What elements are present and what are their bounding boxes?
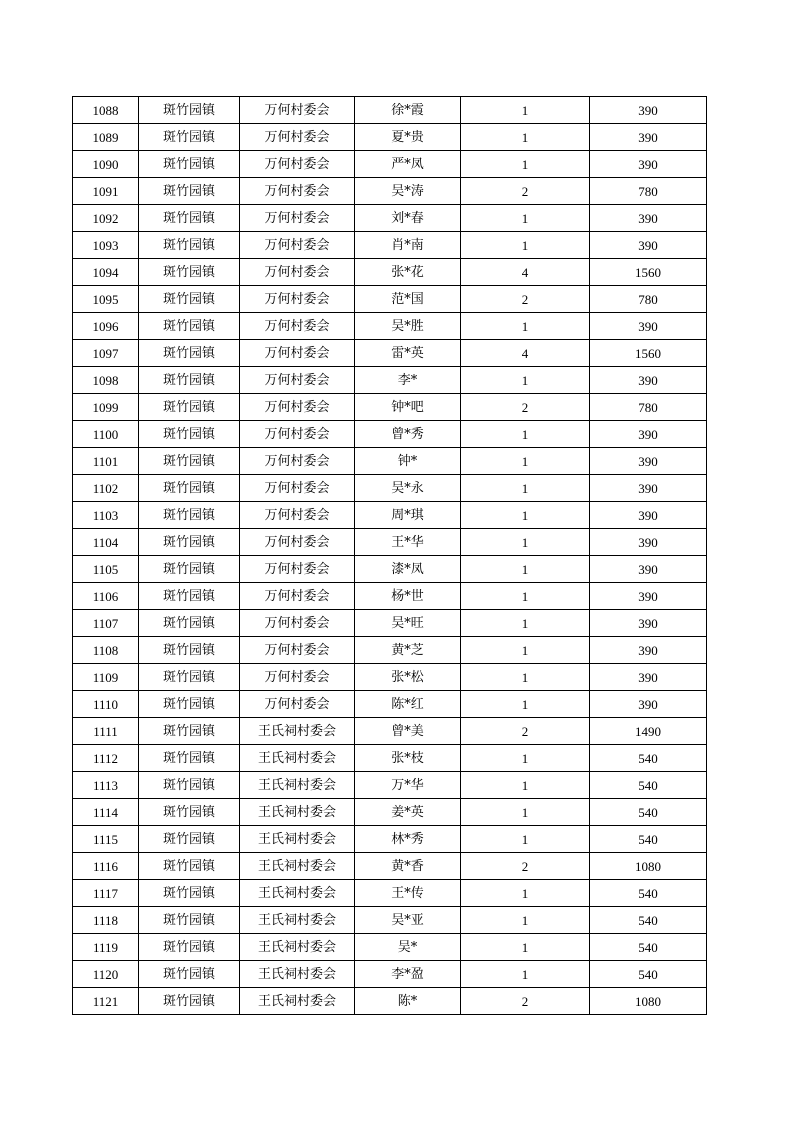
town-cell: 斑竹园镇 xyxy=(139,907,240,934)
amount-cell: 390 xyxy=(590,691,707,718)
name-cell: 张*松 xyxy=(355,664,461,691)
serial-number-cell: 1102 xyxy=(73,475,139,502)
table-row xyxy=(73,313,707,340)
village-cell: 万何村委会 xyxy=(240,205,355,232)
name-cell: 徐*霞 xyxy=(355,97,461,124)
amount-cell: 390 xyxy=(590,583,707,610)
count-cell: 1 xyxy=(461,637,590,664)
village-cell: 王氏祠村委会 xyxy=(240,988,355,1015)
name-cell: 吴*旺 xyxy=(355,610,461,637)
town-cell: 斑竹园镇 xyxy=(139,502,240,529)
amount-cell: 540 xyxy=(590,934,707,961)
village-cell: 万何村委会 xyxy=(240,259,355,286)
village-cell: 王氏祠村委会 xyxy=(240,934,355,961)
table-body xyxy=(73,97,707,1015)
name-cell: 李*盈 xyxy=(355,961,461,988)
count-cell: 1 xyxy=(461,934,590,961)
table-row xyxy=(73,691,707,718)
amount-cell: 390 xyxy=(590,421,707,448)
serial-number-cell: 1101 xyxy=(73,448,139,475)
count-cell: 1 xyxy=(461,772,590,799)
village-cell: 万何村委会 xyxy=(240,367,355,394)
name-cell: 吴*亚 xyxy=(355,907,461,934)
name-cell: 周*琪 xyxy=(355,502,461,529)
serial-number-cell: 1094 xyxy=(73,259,139,286)
amount-cell: 390 xyxy=(590,610,707,637)
village-cell: 万何村委会 xyxy=(240,421,355,448)
name-cell: 曾*秀 xyxy=(355,421,461,448)
serial-number-cell: 1119 xyxy=(73,934,139,961)
count-cell: 1 xyxy=(461,907,590,934)
amount-cell: 540 xyxy=(590,826,707,853)
village-cell: 王氏祠村委会 xyxy=(240,880,355,907)
amount-cell: 390 xyxy=(590,232,707,259)
count-cell: 1 xyxy=(461,745,590,772)
count-cell: 2 xyxy=(461,178,590,205)
serial-number-cell: 1121 xyxy=(73,988,139,1015)
table-row xyxy=(73,367,707,394)
town-cell: 斑竹园镇 xyxy=(139,637,240,664)
amount-cell: 390 xyxy=(590,367,707,394)
serial-number-cell: 1098 xyxy=(73,367,139,394)
table-row xyxy=(73,259,707,286)
count-cell: 1 xyxy=(461,880,590,907)
table-row xyxy=(73,826,707,853)
amount-cell: 390 xyxy=(590,529,707,556)
table-row xyxy=(73,178,707,205)
town-cell: 斑竹园镇 xyxy=(139,745,240,772)
serial-number-cell: 1104 xyxy=(73,529,139,556)
town-cell: 斑竹园镇 xyxy=(139,826,240,853)
serial-number-cell: 1109 xyxy=(73,664,139,691)
count-cell: 1 xyxy=(461,313,590,340)
serial-number-cell: 1096 xyxy=(73,313,139,340)
town-cell: 斑竹园镇 xyxy=(139,286,240,313)
amount-cell: 1560 xyxy=(590,340,707,367)
village-cell: 王氏祠村委会 xyxy=(240,718,355,745)
table-row xyxy=(73,448,707,475)
count-cell: 4 xyxy=(461,259,590,286)
village-cell: 万何村委会 xyxy=(240,529,355,556)
amount-cell: 540 xyxy=(590,799,707,826)
serial-number-cell: 1110 xyxy=(73,691,139,718)
count-cell: 2 xyxy=(461,718,590,745)
amount-cell: 540 xyxy=(590,772,707,799)
town-cell: 斑竹园镇 xyxy=(139,880,240,907)
village-cell: 万何村委会 xyxy=(240,502,355,529)
count-cell: 1 xyxy=(461,475,590,502)
count-cell: 4 xyxy=(461,340,590,367)
town-cell: 斑竹园镇 xyxy=(139,205,240,232)
village-cell: 王氏祠村委会 xyxy=(240,772,355,799)
amount-cell: 390 xyxy=(590,502,707,529)
town-cell: 斑竹园镇 xyxy=(139,556,240,583)
amount-cell: 540 xyxy=(590,880,707,907)
count-cell: 1 xyxy=(461,691,590,718)
village-cell: 万何村委会 xyxy=(240,286,355,313)
table-row xyxy=(73,772,707,799)
serial-number-cell: 1092 xyxy=(73,205,139,232)
name-cell: 陈* xyxy=(355,988,461,1015)
serial-number-cell: 1100 xyxy=(73,421,139,448)
count-cell: 1 xyxy=(461,151,590,178)
village-cell: 万何村委会 xyxy=(240,475,355,502)
amount-cell: 780 xyxy=(590,178,707,205)
count-cell: 2 xyxy=(461,853,590,880)
table-row xyxy=(73,610,707,637)
table-row xyxy=(73,853,707,880)
name-cell: 李* xyxy=(355,367,461,394)
serial-number-cell: 1120 xyxy=(73,961,139,988)
table-row xyxy=(73,205,707,232)
town-cell: 斑竹园镇 xyxy=(139,718,240,745)
table-row xyxy=(73,97,707,124)
count-cell: 1 xyxy=(461,556,590,583)
town-cell: 斑竹园镇 xyxy=(139,124,240,151)
village-cell: 王氏祠村委会 xyxy=(240,961,355,988)
village-cell: 万何村委会 xyxy=(240,151,355,178)
table-row xyxy=(73,637,707,664)
count-cell: 1 xyxy=(461,610,590,637)
table-row xyxy=(73,907,707,934)
table-row xyxy=(73,475,707,502)
table-row xyxy=(73,583,707,610)
name-cell: 吴*涛 xyxy=(355,178,461,205)
town-cell: 斑竹园镇 xyxy=(139,772,240,799)
amount-cell: 1080 xyxy=(590,988,707,1015)
town-cell: 斑竹园镇 xyxy=(139,97,240,124)
count-cell: 2 xyxy=(461,394,590,421)
name-cell: 范*国 xyxy=(355,286,461,313)
town-cell: 斑竹园镇 xyxy=(139,853,240,880)
village-cell: 王氏祠村委会 xyxy=(240,799,355,826)
count-cell: 1 xyxy=(461,664,590,691)
count-cell: 1 xyxy=(461,826,590,853)
serial-number-cell: 1099 xyxy=(73,394,139,421)
amount-cell: 390 xyxy=(590,448,707,475)
amount-cell: 390 xyxy=(590,637,707,664)
count-cell: 1 xyxy=(461,421,590,448)
name-cell: 刘*春 xyxy=(355,205,461,232)
amount-cell: 390 xyxy=(590,205,707,232)
name-cell: 黄*芝 xyxy=(355,637,461,664)
name-cell: 吴* xyxy=(355,934,461,961)
village-cell: 王氏祠村委会 xyxy=(240,745,355,772)
amount-cell: 1080 xyxy=(590,853,707,880)
name-cell: 张*花 xyxy=(355,259,461,286)
serial-number-cell: 1088 xyxy=(73,97,139,124)
serial-number-cell: 1108 xyxy=(73,637,139,664)
table-row xyxy=(73,529,707,556)
count-cell: 1 xyxy=(461,961,590,988)
town-cell: 斑竹园镇 xyxy=(139,151,240,178)
serial-number-cell: 1091 xyxy=(73,178,139,205)
serial-number-cell: 1106 xyxy=(73,583,139,610)
name-cell: 钟*吧 xyxy=(355,394,461,421)
serial-number-cell: 1117 xyxy=(73,880,139,907)
town-cell: 斑竹园镇 xyxy=(139,934,240,961)
table-row xyxy=(73,988,707,1015)
name-cell: 杨*世 xyxy=(355,583,461,610)
amount-cell: 390 xyxy=(590,664,707,691)
amount-cell: 390 xyxy=(590,97,707,124)
village-cell: 王氏祠村委会 xyxy=(240,853,355,880)
name-cell: 姜*英 xyxy=(355,799,461,826)
serial-number-cell: 1118 xyxy=(73,907,139,934)
count-cell: 2 xyxy=(461,988,590,1015)
table-row xyxy=(73,421,707,448)
table-row xyxy=(73,340,707,367)
amount-cell: 390 xyxy=(590,124,707,151)
count-cell: 1 xyxy=(461,583,590,610)
name-cell: 王*传 xyxy=(355,880,461,907)
count-cell: 1 xyxy=(461,529,590,556)
amount-cell: 390 xyxy=(590,313,707,340)
town-cell: 斑竹园镇 xyxy=(139,691,240,718)
amount-cell: 1560 xyxy=(590,259,707,286)
village-cell: 万何村委会 xyxy=(240,691,355,718)
village-cell: 万何村委会 xyxy=(240,583,355,610)
serial-number-cell: 1116 xyxy=(73,853,139,880)
table-row xyxy=(73,961,707,988)
table-row xyxy=(73,502,707,529)
name-cell: 严*凤 xyxy=(355,151,461,178)
town-cell: 斑竹园镇 xyxy=(139,232,240,259)
table-row xyxy=(73,880,707,907)
table-row xyxy=(73,556,707,583)
serial-number-cell: 1114 xyxy=(73,799,139,826)
amount-cell: 390 xyxy=(590,151,707,178)
name-cell: 钟* xyxy=(355,448,461,475)
serial-number-cell: 1093 xyxy=(73,232,139,259)
village-cell: 万何村委会 xyxy=(240,556,355,583)
table-row xyxy=(73,151,707,178)
town-cell: 斑竹园镇 xyxy=(139,313,240,340)
name-cell: 万*华 xyxy=(355,772,461,799)
village-cell: 万何村委会 xyxy=(240,124,355,151)
village-cell: 万何村委会 xyxy=(240,232,355,259)
amount-cell: 540 xyxy=(590,745,707,772)
serial-number-cell: 1103 xyxy=(73,502,139,529)
count-cell: 1 xyxy=(461,124,590,151)
town-cell: 斑竹园镇 xyxy=(139,988,240,1015)
count-cell: 2 xyxy=(461,286,590,313)
table-row xyxy=(73,124,707,151)
name-cell: 肖*南 xyxy=(355,232,461,259)
amount-cell: 540 xyxy=(590,961,707,988)
town-cell: 斑竹园镇 xyxy=(139,961,240,988)
name-cell: 陈*红 xyxy=(355,691,461,718)
amount-cell: 540 xyxy=(590,907,707,934)
table-row xyxy=(73,799,707,826)
name-cell: 黄*香 xyxy=(355,853,461,880)
village-cell: 万何村委会 xyxy=(240,313,355,340)
amount-cell: 390 xyxy=(590,475,707,502)
village-cell: 万何村委会 xyxy=(240,394,355,421)
town-cell: 斑竹园镇 xyxy=(139,583,240,610)
table-row xyxy=(73,934,707,961)
amount-cell: 780 xyxy=(590,286,707,313)
table-row xyxy=(73,394,707,421)
town-cell: 斑竹园镇 xyxy=(139,340,240,367)
serial-number-cell: 1112 xyxy=(73,745,139,772)
serial-number-cell: 1115 xyxy=(73,826,139,853)
serial-number-cell: 1095 xyxy=(73,286,139,313)
data-table xyxy=(72,96,707,1015)
serial-number-cell: 1107 xyxy=(73,610,139,637)
name-cell: 雷*英 xyxy=(355,340,461,367)
town-cell: 斑竹园镇 xyxy=(139,394,240,421)
table-row xyxy=(73,664,707,691)
village-cell: 万何村委会 xyxy=(240,97,355,124)
amount-cell: 1490 xyxy=(590,718,707,745)
village-cell: 万何村委会 xyxy=(240,664,355,691)
table-row xyxy=(73,232,707,259)
amount-cell: 780 xyxy=(590,394,707,421)
count-cell: 1 xyxy=(461,799,590,826)
name-cell: 吴*永 xyxy=(355,475,461,502)
count-cell: 1 xyxy=(461,97,590,124)
serial-number-cell: 1111 xyxy=(73,718,139,745)
table-row xyxy=(73,286,707,313)
town-cell: 斑竹园镇 xyxy=(139,664,240,691)
village-cell: 王氏祠村委会 xyxy=(240,826,355,853)
count-cell: 1 xyxy=(461,367,590,394)
town-cell: 斑竹园镇 xyxy=(139,529,240,556)
name-cell: 张*枝 xyxy=(355,745,461,772)
count-cell: 1 xyxy=(461,448,590,475)
village-cell: 万何村委会 xyxy=(240,637,355,664)
name-cell: 漆*凤 xyxy=(355,556,461,583)
village-cell: 万何村委会 xyxy=(240,610,355,637)
town-cell: 斑竹园镇 xyxy=(139,421,240,448)
table-row xyxy=(73,745,707,772)
name-cell: 王*华 xyxy=(355,529,461,556)
serial-number-cell: 1097 xyxy=(73,340,139,367)
name-cell: 吴*胜 xyxy=(355,313,461,340)
town-cell: 斑竹园镇 xyxy=(139,178,240,205)
village-cell: 王氏祠村委会 xyxy=(240,907,355,934)
name-cell: 夏*贵 xyxy=(355,124,461,151)
serial-number-cell: 1105 xyxy=(73,556,139,583)
count-cell: 1 xyxy=(461,502,590,529)
village-cell: 万何村委会 xyxy=(240,340,355,367)
town-cell: 斑竹园镇 xyxy=(139,610,240,637)
serial-number-cell: 1089 xyxy=(73,124,139,151)
town-cell: 斑竹园镇 xyxy=(139,448,240,475)
serial-number-cell: 1090 xyxy=(73,151,139,178)
village-cell: 万何村委会 xyxy=(240,448,355,475)
count-cell: 1 xyxy=(461,232,590,259)
name-cell: 曾*美 xyxy=(355,718,461,745)
count-cell: 1 xyxy=(461,205,590,232)
town-cell: 斑竹园镇 xyxy=(139,259,240,286)
serial-number-cell: 1113 xyxy=(73,772,139,799)
amount-cell: 390 xyxy=(590,556,707,583)
town-cell: 斑竹园镇 xyxy=(139,367,240,394)
village-cell: 万何村委会 xyxy=(240,178,355,205)
table-row xyxy=(73,718,707,745)
town-cell: 斑竹园镇 xyxy=(139,475,240,502)
name-cell: 林*秀 xyxy=(355,826,461,853)
town-cell: 斑竹园镇 xyxy=(139,799,240,826)
